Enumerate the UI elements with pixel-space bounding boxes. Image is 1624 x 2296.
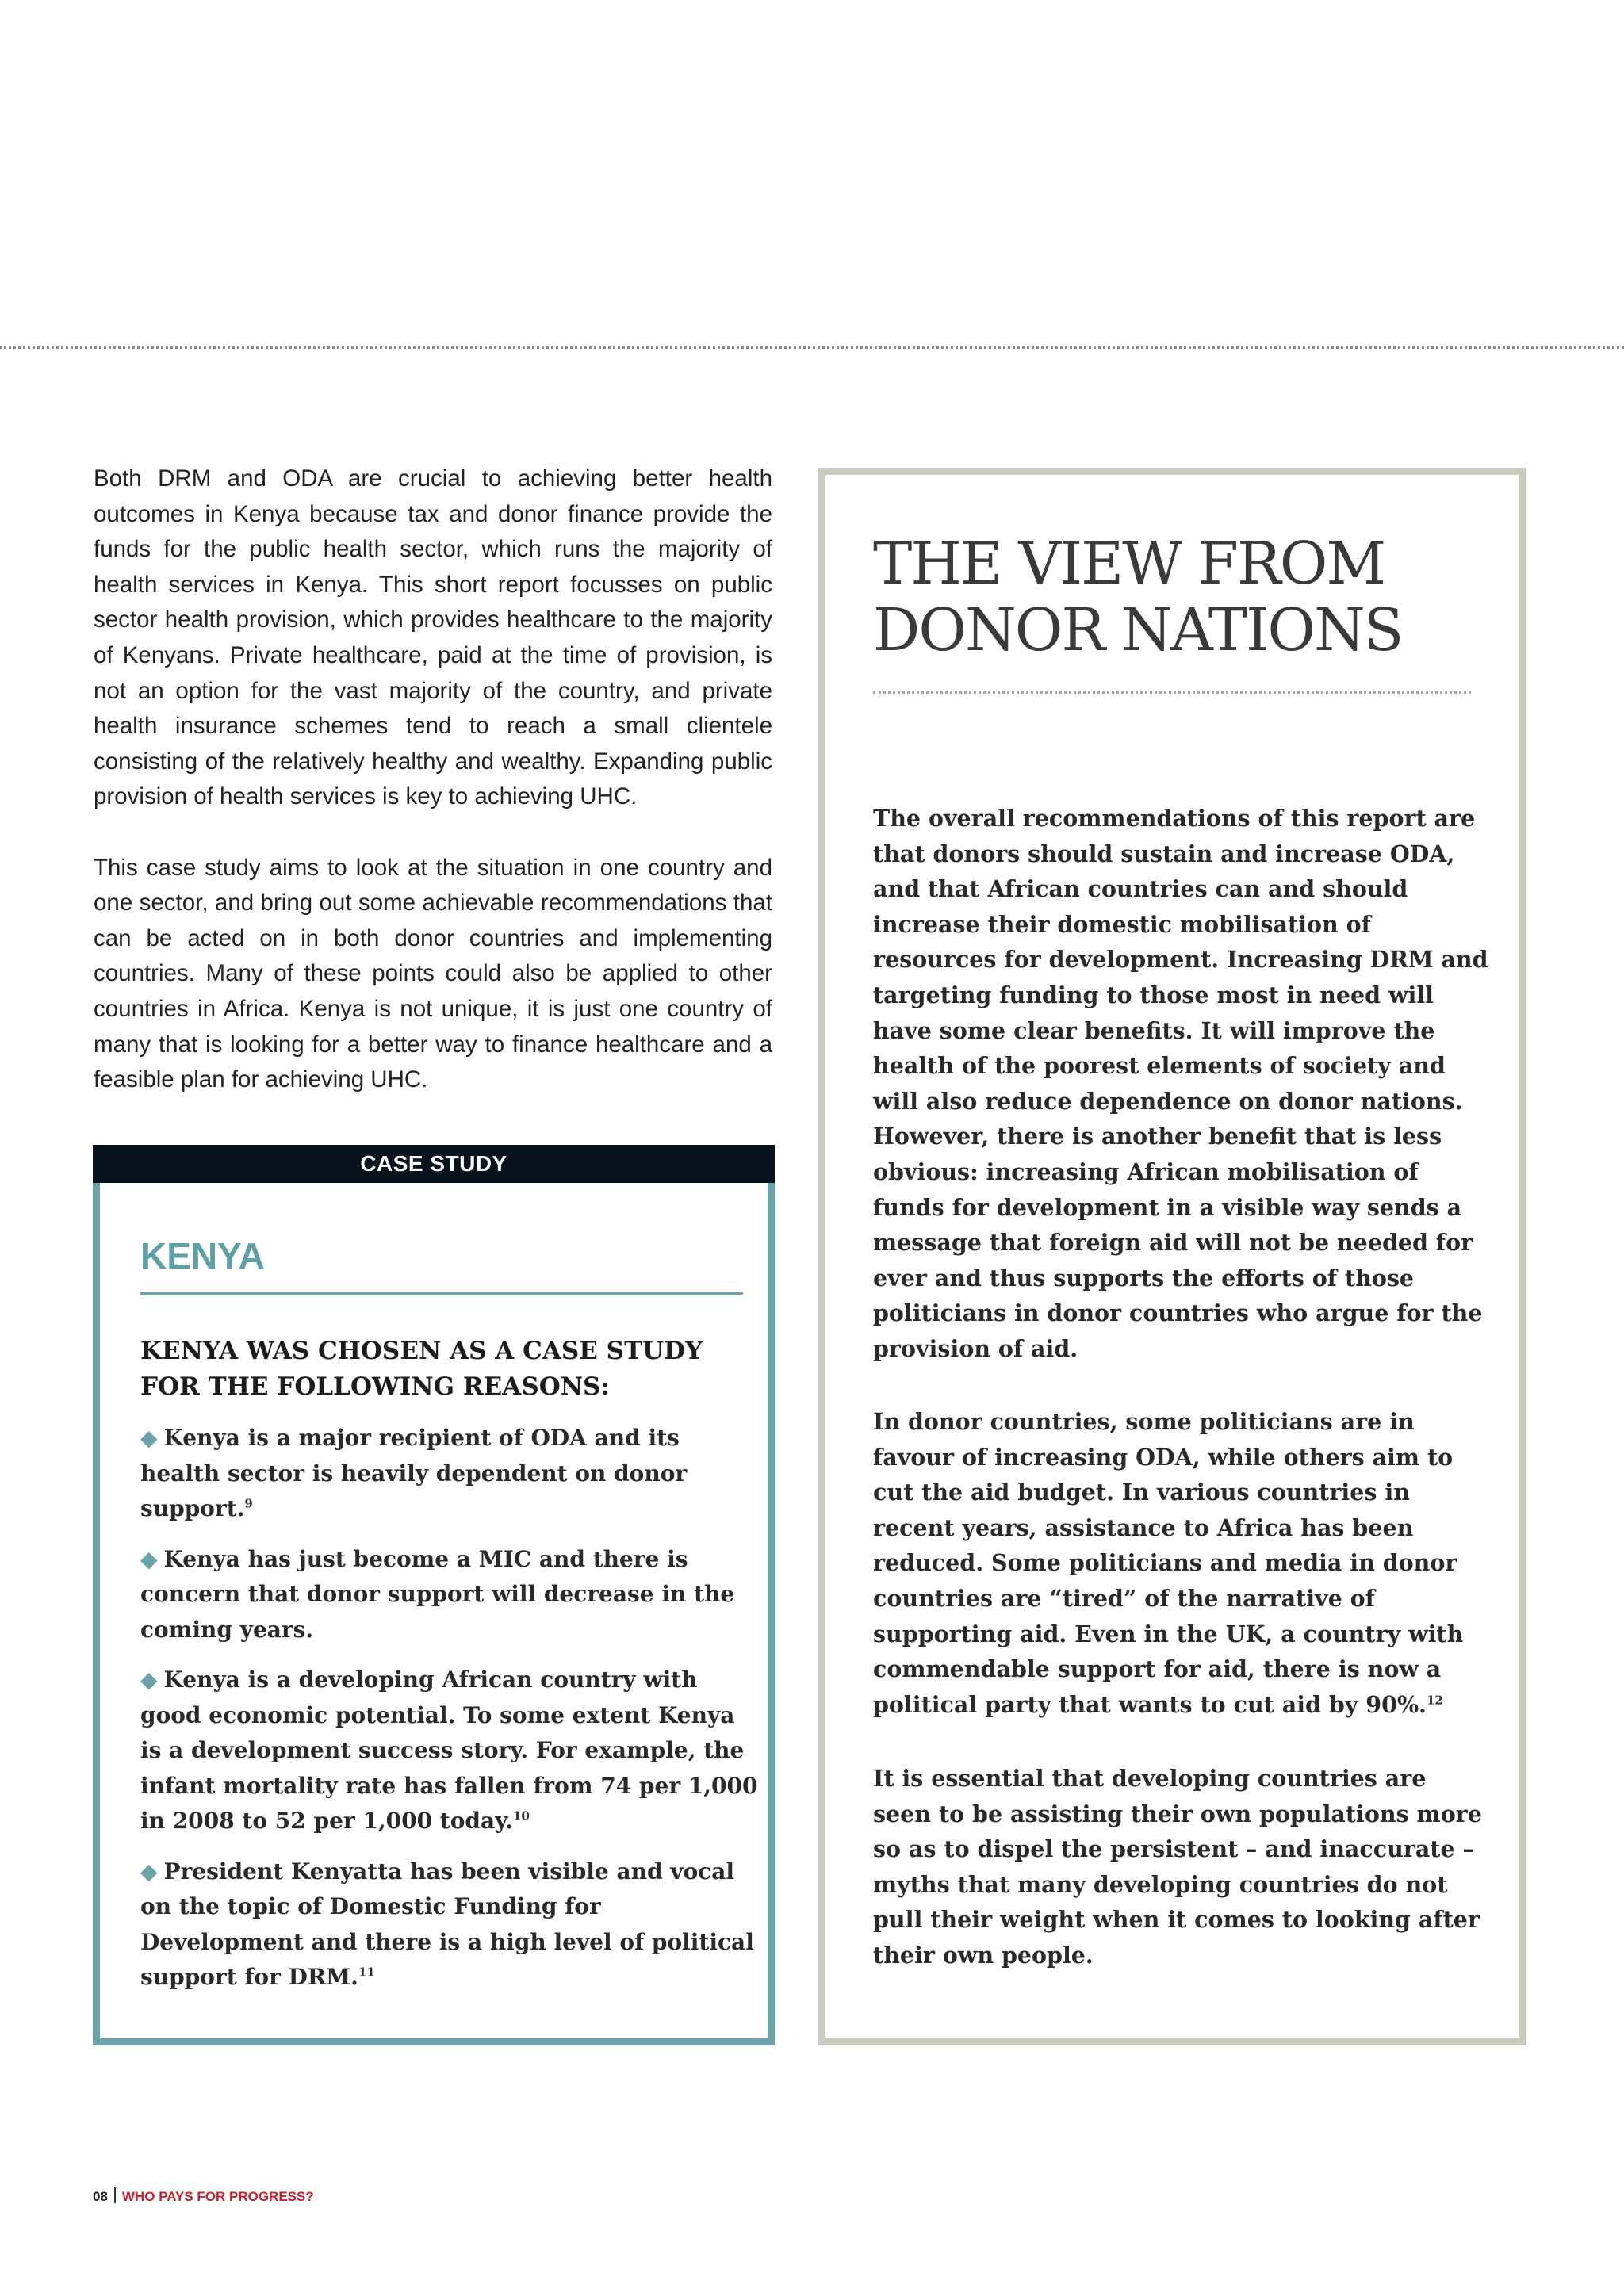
case-study-subtitle: KENYA WAS CHOSEN AS A CASE STUDY FOR THE FOLLOWING REASONS:	[140, 1337, 703, 1401]
footnote-ref: 9	[244, 1496, 253, 1511]
case-study-title-divider	[140, 1292, 743, 1295]
diamond-bullet-icon: ◆	[140, 1858, 158, 1885]
diamond-bullet-icon: ◆	[140, 1425, 158, 1451]
list-item	[140, 1663, 759, 1839]
diamond-bullet-icon: ◆	[140, 1667, 158, 1693]
footer-separator	[114, 2187, 116, 2203]
list-item	[140, 1854, 759, 1996]
donor-paragraph-2-text: In donor countries, some politicians are in favour of increasing ODA, while others aim to cut the aid budget. In various countries in recent years, assistance to Africa has been reduced. Some politicians and media in donor countries are “tired” of the narrative of supporting aid. Even in the UK, a country with commendable support for aid, there is now a political party that wants to cut aid by 90%.	[873, 1408, 1464, 1718]
donor-paragraph-1: The overall recommendations of this report are that donors should sustain and increase ODA, and that African countries can and should increase their domestic mobilisation of resources for development. Increasing DRM and targeting funding to those most in need will have some clear benefits. It will improve the health of the poorest elements of society and will also reduce dependence on donor nations. However, there is another benefit that is less obvious: increasing African mobilisation of funds for development in a visible way sends a message that foreign aid will not be needed for ever and thus supports the efforts of those politicians in donor countries who argue for the provision of aid.	[873, 805, 1488, 1362]
list-item-text: President Kenyatta has been visible and vocal on the topic of Domestic Funding for Development and there is a high level of political support for DRM.	[140, 1858, 754, 1990]
intro-paragraph-2: This case study aims to look at the situation in one country and one sector, and bring out some achievable recommendations that can be acted on in both donor countries and implementing countries. Many of these points could also be applied to other countries in Africa. Kenya is not unique, it is just one country of many that is looking for a better way to finance healthcare and a feasible plan for achieving UHC.	[94, 854, 772, 1093]
donor-title-line-1: THE VIEW FROM	[873, 530, 1385, 598]
case-study-box	[93, 1145, 775, 2045]
publication-title: WHO PAYS FOR PROGRESS?	[121, 2189, 314, 2204]
case-study-title: KENYA	[140, 1235, 265, 1276]
list-item	[140, 1542, 759, 1648]
intro-paragraph-1: Both DRM and ODA are crucial to achieving better health outcomes in Kenya because tax and donor finance provide the funds for the public health sector, which runs the majority of health services in Kenya. This short report focusses on public sector health provision, which provides healthcare to the majority of Kenyans. Private healthcare, paid at the time of provision, is not an option for the vast majority of the country, and private health insurance schemes tend to reach a small clientele consisting of the relatively healthy and wealthy. Expanding public provision of health services is key to achieving UHC.	[94, 465, 772, 810]
list-item-text: Kenya has just become a MIC and there is concern that donor support will decrease in the coming years.	[140, 1545, 735, 1643]
donor-title-dotted-divider	[873, 691, 1471, 694]
case-study-header: CASE STUDY	[93, 1145, 775, 1183]
donor-nations-box	[818, 468, 1526, 2045]
header-dotted-divider	[0, 346, 1624, 349]
page-number: 08	[93, 2189, 108, 2204]
donor-paragraph-3: It is essential that developing countries are seen to be assisting their own populations more so as to dispel the persistent – and inaccurate – myths that many developing countries do not pull their weight when it comes to looking after their own people.	[873, 1765, 1482, 1969]
case-study-reasons-list	[140, 1421, 759, 2011]
page-footer	[93, 2187, 314, 2206]
intro-text	[94, 461, 772, 1098]
footnote-ref: 10	[512, 1808, 530, 1823]
donor-paragraph-2	[873, 1404, 1492, 1722]
list-item-text: Kenya is a developing African country with good economic potential. To some extent Kenya is a development success story. For example, the infant mortality rate has fallen from 74 per 1,000 in 2008 to 52 per 1,000 today.	[140, 1667, 758, 1834]
list-item-text: Kenya is a major recipient of ODA and its health sector is heavily dependent on donor support.	[140, 1425, 688, 1521]
list-item	[140, 1421, 759, 1527]
donor-nations-title	[873, 530, 1403, 664]
footnote-ref: 11	[358, 1965, 375, 1980]
donor-title-line-2: DONOR NATIONS	[873, 596, 1403, 664]
diamond-bullet-icon: ◆	[140, 1545, 158, 1572]
footnote-ref: 12	[1426, 1693, 1443, 1708]
